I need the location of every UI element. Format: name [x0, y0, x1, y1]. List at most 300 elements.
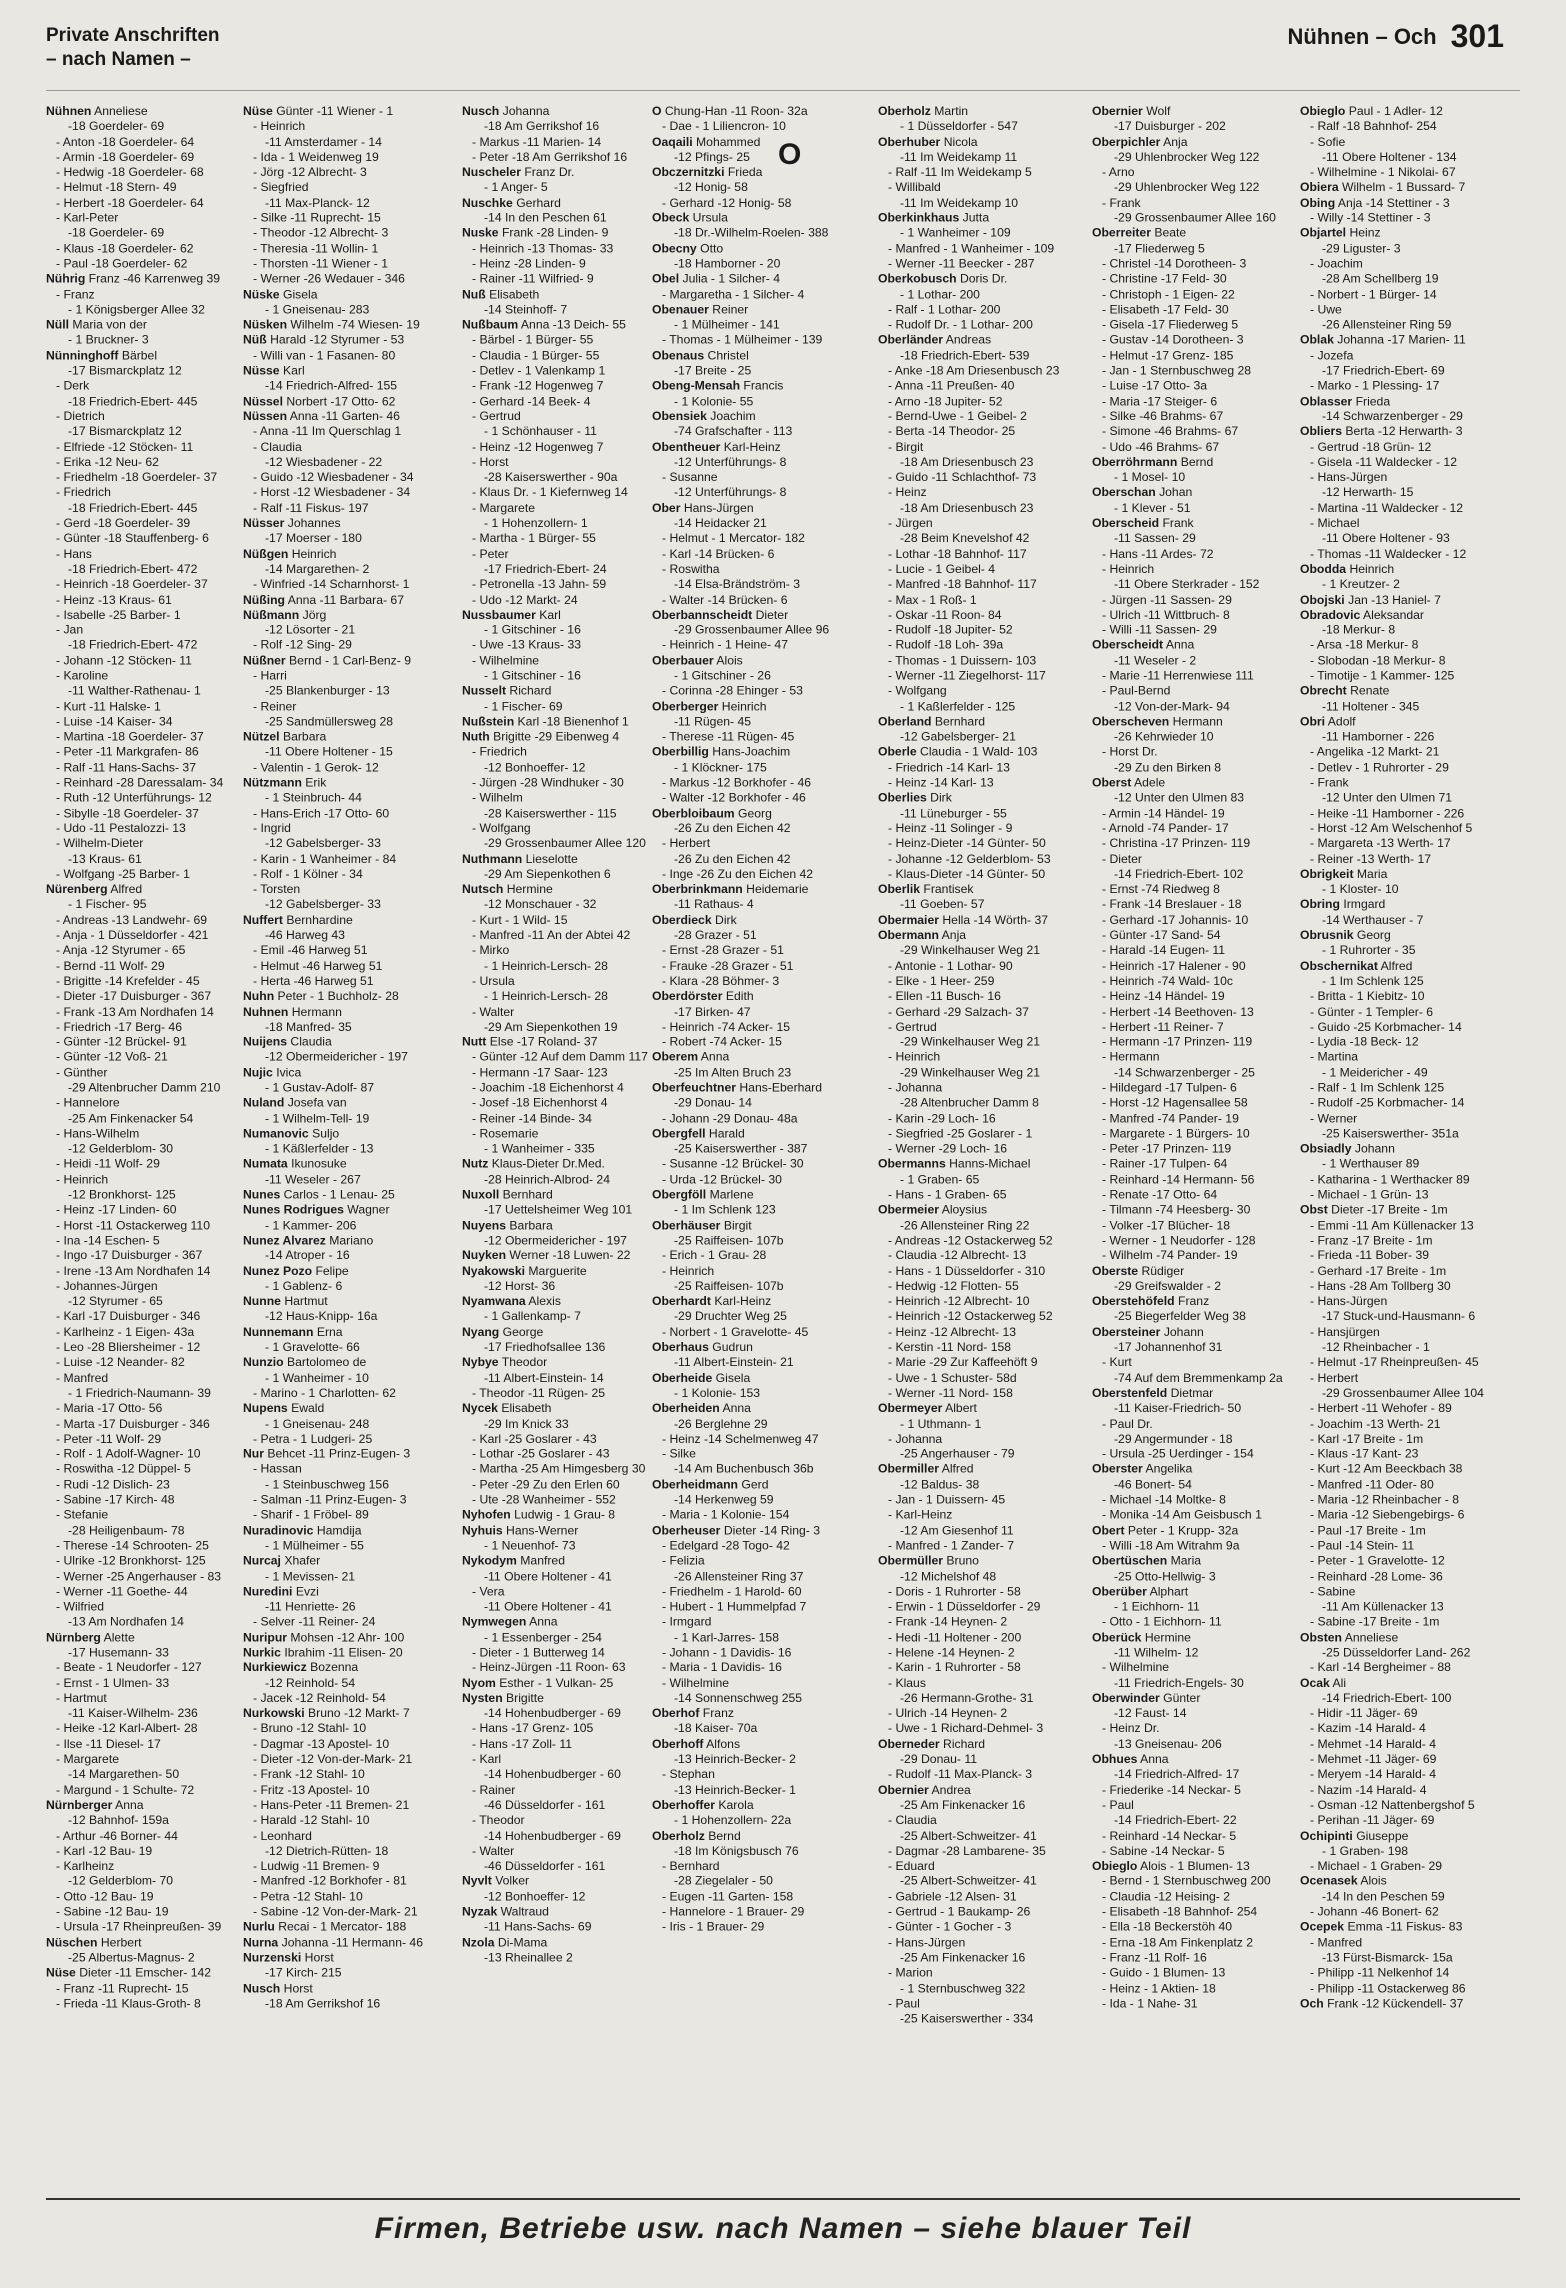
surname: Nybye: [462, 1355, 499, 1370]
sub-entry: - Günter - 1 Gocher - 3: [888, 1919, 1012, 1934]
surname-entry: [243, 1294, 439, 1309]
address-continuation: - 1 Kammer- 206: [265, 1217, 357, 1232]
entry-details: Hans-Jürgen: [683, 500, 754, 515]
surname: Obieglo: [1092, 1858, 1138, 1873]
surname: Oberreiter: [1092, 226, 1151, 241]
address-continuation: -29 Grossenbaumer Allee 104: [1322, 1385, 1484, 1400]
sub-entry: - Horst -11 Ostackerweg 110: [56, 1217, 210, 1232]
sub-entry: - Heinrich: [662, 1263, 715, 1278]
surname-entry: [462, 287, 658, 302]
entry-details: Alette: [103, 1630, 135, 1644]
sub-entry: - Wilfried: [56, 1599, 105, 1614]
address-continuation: - 1 Gablenz- 6: [265, 1279, 343, 1293]
entry-details: Alphart: [1149, 1584, 1189, 1599]
address-continuation: -12 Haus-Knipp- 16a: [265, 1309, 378, 1324]
sub-entry: - Joachim -13 Werth- 21: [1310, 1416, 1441, 1431]
sub-entry: - Guido -25 Korbmacher- 14: [1310, 1019, 1462, 1034]
address-continuation: -25 Kaiserswerther - 334: [900, 2011, 1034, 2026]
sub-entry: - Bärbel - 1 Bürger- 55: [472, 332, 594, 347]
address-continuation: -12 Baldus- 38: [900, 1477, 980, 1492]
address-continuation: -12 Michelshof 48: [900, 1568, 997, 1583]
address-continuation: -25 Kaiserswerther- 351a: [1322, 1126, 1459, 1141]
sub-entry: - Gerhard -29 Salzach- 37: [888, 1004, 1029, 1019]
sub-entry: - Jacek -12 Reinhold- 54: [253, 1691, 386, 1706]
address-continuation: -18 Am Driesenbusch 23: [900, 454, 1034, 469]
surname: Nunez Alvarez: [243, 1233, 326, 1248]
sub-entry: - Karl -14 Bergheimer - 88: [1310, 1660, 1451, 1675]
surname: Obecny: [652, 241, 697, 256]
surname: Obermann: [878, 928, 939, 943]
sub-entry: - Klaus: [888, 1675, 926, 1690]
surname-entry: [462, 1523, 658, 1538]
surname: Obeck: [652, 210, 690, 225]
address-continuation: -11 Wilhelm- 12: [1114, 1645, 1199, 1660]
sub-entry: - Günter -17 Sand- 54: [1102, 928, 1221, 943]
surname-entry: [878, 882, 1074, 897]
sub-entry: - Paul-Bernd: [1102, 683, 1171, 698]
entry-details: Peter - 1 Krupp- 32a: [1127, 1523, 1239, 1538]
sub-entry: - Hans-Peter -11 Bremen- 21: [253, 1797, 410, 1812]
sub-entry: - Manfred -74 Pander- 19: [1102, 1111, 1239, 1126]
surname: Nühnen: [46, 104, 92, 118]
sub-entry: - Roswitha -12 Düppel- 5: [56, 1462, 191, 1477]
entry-details: Karl -18 Bienenhof 1: [517, 714, 629, 729]
surname-entry: [652, 913, 848, 928]
address-continuation: -25 Albertus-Magnus- 2: [68, 1950, 195, 1965]
address-continuation: - 1 Meidericher - 49: [1322, 1065, 1428, 1080]
surname-entry: [652, 1737, 848, 1752]
surname-entry: [243, 1661, 439, 1676]
sub-entry: - Sabine -12 Von-der-Mark- 21: [253, 1904, 418, 1919]
sub-entry: - Norbert - 1 Gravelotte- 45: [662, 1324, 809, 1339]
sub-entry: - Hans -17 Grenz- 105: [472, 1721, 594, 1736]
entry-details: Anna: [700, 1050, 730, 1065]
address-continuation: -18 Am Driesenbusch 23: [900, 500, 1034, 515]
sub-entry: - Ella -18 Beckerstöh 40: [1102, 1919, 1233, 1934]
sub-entry: - Rudolf -18 Loh- 39a: [888, 638, 1004, 653]
address-continuation: -11 Obere Holtener - 15: [265, 744, 393, 759]
surname-entry: [652, 241, 848, 256]
surname-entry: [462, 1294, 658, 1309]
address-continuation: - 1 Heinrich-Lersch- 28: [484, 989, 608, 1004]
address-continuation: -28 Beim Knevelshof 42: [900, 531, 1030, 546]
surname: Oberhoffer: [652, 1797, 715, 1812]
entry-details: Giuseppe: [1356, 1828, 1409, 1843]
sub-entry: - Luise -14 Kaiser- 34: [56, 714, 173, 729]
surname: Obrusnik: [1300, 928, 1354, 943]
page-number: 301: [1450, 18, 1504, 54]
entry-details: Nicola: [943, 134, 978, 149]
surname: Nuyens: [462, 1217, 507, 1232]
listing-column: [1300, 104, 1496, 2189]
sub-entry: - Gisela -17 Fliederweg 5: [1102, 317, 1239, 332]
surname: Oblak: [1300, 332, 1334, 347]
address-continuation: -26 Berglehne 29: [674, 1416, 768, 1431]
sub-entry: - Oskar -11 Roon- 84: [888, 607, 1002, 622]
sub-entry: - Marta -17 Duisburger - 346: [56, 1416, 210, 1431]
sub-entry: - Heinz -14 Händel- 19: [1102, 989, 1225, 1004]
sub-entry: - Kazim -14 Harald- 4: [1310, 1721, 1426, 1736]
surname-entry: [462, 226, 658, 241]
footer-divider: [46, 2198, 1520, 2200]
surname: Nüßing: [243, 592, 285, 607]
surname: Nuthmann: [462, 851, 523, 866]
sub-entry: - Sabine -14 Neckar- 5: [1102, 1843, 1225, 1858]
sub-entry: - Reinhard -28 Daressalam- 34: [56, 775, 224, 790]
sub-entry: - Ida - 1 Nahe- 31: [1102, 1996, 1198, 2011]
address-continuation: -14 Werthauser - 7: [1322, 912, 1424, 927]
sub-entry: - Vera: [472, 1584, 505, 1599]
sub-entry: - Helmut -46 Harweg 51: [253, 958, 383, 973]
listing-column: [652, 104, 848, 2189]
sub-entry: - Ursula: [472, 973, 515, 988]
surname-entry: [1092, 1584, 1288, 1599]
sub-entry: - Simone -46 Brahms- 67: [1102, 424, 1239, 439]
entry-details: Julia - 1 Silcher- 4: [682, 271, 781, 286]
entry-details: Else -17 Roland- 37: [489, 1034, 598, 1049]
sub-entry: - Friedrich: [472, 744, 527, 759]
surname-entry: [243, 318, 439, 333]
surname: Obliers: [1300, 424, 1342, 439]
sub-entry: - Arsa -18 Merkur- 8: [1310, 638, 1419, 653]
address-continuation: -12 Gabelsberger- 33: [265, 897, 381, 912]
surname: Nysten: [462, 1691, 503, 1706]
sub-entry: - Heinrich - 1 Heine- 47: [662, 638, 788, 653]
surname-entry: [652, 1294, 848, 1309]
address-continuation: - 1 Mülheimer - 55: [265, 1538, 364, 1553]
address-continuation: - 1 Eichhorn- 11: [1114, 1599, 1200, 1614]
sub-entry: - Reiner: [253, 699, 297, 714]
running-header: [1287, 18, 1504, 55]
sub-entry: - Heinrich: [253, 119, 306, 134]
sub-entry: - Jürgen: [888, 516, 933, 530]
surname: Nurkowski: [243, 1706, 305, 1721]
sub-entry: - Ernst -28 Grazer - 51: [662, 943, 784, 958]
sub-entry: - Günter -12 Auf dem Damm 117: [472, 1050, 648, 1065]
address-continuation: -14 Margarethen- 2: [265, 561, 370, 576]
sub-entry: - Wilhelm-Dieter: [56, 836, 144, 851]
sub-entry: - Heike -11 Hamborner - 226: [1310, 805, 1465, 820]
sub-entry: - Dagmar -13 Apostel- 10: [253, 1736, 390, 1751]
surname-entry: [1092, 1462, 1288, 1477]
address-continuation: -14 Steinhoff- 7: [484, 302, 568, 317]
surname: Numata: [243, 1156, 288, 1171]
sub-entry: - Detlev - 1 Ruhrorter - 29: [1310, 760, 1449, 775]
surname: Nürnberg: [46, 1630, 101, 1644]
sub-entry: - Elke - 1 Heer- 259: [888, 973, 995, 988]
entry-details: Werner -18 Luwen- 22: [509, 1248, 631, 1263]
sub-entry: - Heike -12 Karl-Albert- 28: [56, 1721, 198, 1736]
address-continuation: -12 Unterführungs- 8: [674, 485, 787, 500]
sub-entry: - Manfred - 1 Zander- 7: [888, 1538, 1014, 1553]
surname-entry: [1300, 714, 1496, 729]
address-continuation: -46 Düsseldorfer - 161: [484, 1858, 606, 1873]
sub-entry: - Karin - 1 Wanheimer - 84: [253, 851, 397, 866]
section-heading-line2: – nach Namen –: [46, 49, 191, 70]
surname: Nüssen: [243, 409, 288, 424]
surname: Nünninghoff: [46, 348, 119, 363]
entry-details: Anja -14 Stettiner - 3: [1337, 195, 1450, 210]
sub-entry: - Silke -11 Ruprecht- 15: [253, 210, 381, 225]
entry-details: Klaus-Dieter Dr.Med.: [491, 1156, 605, 1171]
surname: Obentheuer: [652, 439, 721, 454]
entry-details: Karl-Heinz: [714, 1294, 772, 1309]
listing-column: [462, 104, 658, 2189]
entry-details: Maria von der: [72, 317, 147, 332]
sub-entry: - Petronella -13 Jahn- 59: [472, 577, 607, 592]
address-continuation: -11 Im Weidekamp 11: [900, 149, 1018, 164]
entry-details: Birgit: [723, 1217, 752, 1232]
surname: Oberheuser: [652, 1523, 721, 1538]
entry-details: Frank -28 Linden- 9: [501, 226, 609, 241]
entry-details: Anna -13 Deich- 55: [520, 317, 626, 332]
sub-entry: - Johann -46 Bonert- 62: [1310, 1904, 1439, 1919]
sub-entry: - Gertrud: [472, 409, 521, 424]
surname: Oberdieck: [652, 912, 712, 927]
sub-entry: - Gerhard -14 Beek- 4: [472, 393, 591, 408]
sub-entry: - Karl -12 Bau- 19: [56, 1843, 153, 1858]
sub-entry: - Salman -11 Prinz-Eugen- 3: [253, 1492, 407, 1507]
sub-entry: - Rudolf -11 Max-Planck- 3: [888, 1767, 1033, 1782]
surname-entry: [652, 653, 848, 668]
surname: Obst: [1300, 1202, 1328, 1217]
sub-entry: - Karl -17 Breite - 1m: [1310, 1431, 1424, 1446]
address-continuation: -29 Uhlenbrocker Weg 122: [1114, 149, 1260, 164]
address-continuation: -29 Grossenbaumer Allee 160: [1114, 210, 1276, 225]
surname-entry: [462, 1615, 658, 1630]
address-continuation: - 1 Fischer- 95: [68, 897, 147, 912]
address-continuation: -29 Im Knick 33: [484, 1416, 569, 1431]
entry-details: Dietmar: [1170, 1385, 1214, 1400]
address-continuation: -11 Henriette- 26: [265, 1599, 356, 1614]
sub-entry: - Maria -12 Siebengebirgs- 6: [1310, 1507, 1465, 1522]
surname: Oberem: [652, 1050, 699, 1065]
address-continuation: - 1 Lothar- 200: [900, 287, 980, 302]
surname: Nützel: [243, 729, 280, 744]
sub-entry: - Heinz - 1 Aktien- 18: [1102, 1981, 1216, 1995]
surname-entry: [462, 104, 658, 119]
entry-details: Anja: [1163, 134, 1188, 149]
sub-entry: - Ralf -18 Bahnhof- 254: [1310, 119, 1437, 134]
sub-entry: - Luise -17 Otto- 3a: [1102, 378, 1207, 393]
surname-entry: [652, 882, 848, 897]
address-continuation: -14 Elsa-Brändström- 3: [674, 577, 800, 592]
surname: O: [652, 104, 662, 118]
sub-entry: - Herbert -14 Beethoven- 13: [1102, 1004, 1254, 1019]
sub-entry: - Frieda -11 Bober- 39: [1310, 1248, 1429, 1263]
address-continuation: - 1 Neuenhof- 73: [484, 1538, 576, 1553]
surname-entry: [878, 1554, 1074, 1569]
address-continuation: -17 Duisburger - 202: [1114, 119, 1226, 134]
surname: Nuß: [462, 287, 486, 302]
surname-entry: [1300, 104, 1496, 119]
entry-details: Barbara: [282, 729, 327, 744]
entry-details: Alois: [716, 653, 743, 668]
surname-entry: [462, 1554, 658, 1569]
surname-entry: [1092, 135, 1288, 150]
entry-details: Horst: [304, 1950, 334, 1965]
sub-entry: - Luise -12 Neander- 82: [56, 1355, 185, 1370]
sub-entry: - Manfred: [56, 1370, 109, 1385]
surname-entry: [46, 348, 242, 363]
address-continuation: -17 Husemann- 33: [68, 1645, 169, 1660]
sub-entry: - Therese -14 Schrooten- 25: [56, 1538, 209, 1553]
sub-entry: - Martha -25 Am Himgesberg 30: [472, 1462, 646, 1477]
sub-entry: - Hans -11 Ardes- 72: [1102, 546, 1214, 561]
surname-entry: [243, 104, 439, 119]
entry-details: Aloysius: [941, 1202, 988, 1217]
entry-details: Chung-Han -11 Roon- 32a: [664, 104, 808, 118]
sub-entry: - Heinz -14 Karl- 13: [888, 775, 994, 790]
sub-entry: - Heidi -11 Wolf- 29: [56, 1156, 160, 1171]
sub-entry: - Hermann -17 Saar- 123: [472, 1065, 608, 1080]
sub-entry: - Hans-Jürgen: [1310, 470, 1388, 485]
entry-details: Georg: [1356, 928, 1391, 943]
entry-details: Martin: [934, 104, 969, 118]
entry-details: Anna: [529, 1614, 558, 1629]
sub-entry: - Dieter -17 Duisburger - 367: [56, 989, 212, 1004]
address-continuation: -12 Lösorter - 21: [265, 622, 356, 637]
surname: Nußbaum: [462, 317, 519, 332]
entry-details: Herbert: [100, 1935, 142, 1950]
address-continuation: -26 Zu den Eichen 42: [674, 821, 791, 836]
surname-entry: [243, 1981, 439, 1996]
sub-entry: - Eugen -11 Garten- 158: [662, 1889, 794, 1904]
sub-entry: - Detlev - 1 Valenkamp 1: [472, 363, 606, 378]
address-continuation: -11 Weseler - 2: [1114, 653, 1197, 668]
sub-entry: - Philipp -11 Nelkenhof 14: [1310, 1965, 1450, 1980]
sub-entry: - Ralf - 1 Lothar- 200: [888, 302, 1001, 317]
sub-entry: - Arno -18 Jupiter- 52: [888, 393, 1003, 408]
surname-entry: [462, 1218, 658, 1233]
address-continuation: -29 Druchter Weg 25: [674, 1309, 787, 1324]
section-heading-line1: Private Anschriften: [46, 25, 220, 46]
entry-details: Maria: [1170, 1553, 1202, 1568]
surname: Nuffert: [243, 912, 283, 927]
address-continuation: -74 Auf dem Bremmenkamp 2a: [1114, 1370, 1283, 1385]
surname-entry: [878, 1157, 1074, 1172]
surname-entry: [1300, 684, 1496, 699]
entry-details: Gerd: [741, 1477, 769, 1492]
address-continuation: -29 Donau- 14: [674, 1095, 752, 1110]
entry-details: Dirk: [715, 912, 737, 927]
address-continuation: - 1 Wanheimer - 10: [265, 1370, 369, 1385]
surname-entry: [652, 165, 848, 180]
entry-details: Richard: [943, 1736, 986, 1751]
sub-entry: - Helmut -17 Grenz- 185: [1102, 348, 1234, 363]
surname: Oberüber: [1092, 1584, 1147, 1599]
address-continuation: -12 Rheinbacher - 1: [1322, 1340, 1430, 1355]
sub-entry: - Michael: [1310, 516, 1360, 530]
surname: Oberbloibaum: [652, 805, 735, 820]
entry-details: Ibrahim -11 Elisen- 20: [284, 1645, 403, 1660]
surname-entry: [1300, 592, 1496, 607]
sub-entry: - Lothar -25 Goslarer - 43: [472, 1446, 610, 1461]
surname-entry: [462, 1249, 658, 1264]
sub-entry: - Frank: [1310, 775, 1349, 790]
sub-entry: - Lydia -18 Beck- 12: [1310, 1034, 1419, 1049]
sub-entry: - Bernd - 1 Sternbuschweg 200: [1102, 1874, 1271, 1889]
address-continuation: -12 Obermeidericher - 197: [484, 1233, 627, 1248]
sub-entry: - Karl-Heinz: [888, 1507, 953, 1522]
surname: Nuscheler: [462, 165, 521, 180]
surname-entry: [878, 1737, 1074, 1752]
entry-details: Lieselotte: [525, 851, 578, 866]
address-continuation: -11 Goeben- 57: [900, 897, 985, 912]
entry-details: Horst: [283, 1981, 313, 1995]
sub-entry: - Jürgen -11 Sassen- 29: [1102, 592, 1232, 607]
surname: Nührig: [46, 271, 86, 286]
surname: Nyhofen: [462, 1507, 511, 1522]
sub-entry: - Willi -11 Sassen- 29: [1102, 622, 1217, 637]
surname-entry: [652, 1187, 848, 1202]
address-continuation: -11 Rügen- 45: [674, 714, 752, 729]
address-continuation: - 1 Kolonie- 153: [674, 1385, 761, 1400]
address-continuation: -11 Friedrich-Engels- 30: [1114, 1675, 1244, 1690]
footer-note: Firmen, Betriebe usw. nach Namen – siehe blauer Teil: [374, 2212, 1192, 2245]
surname-entry: [1092, 104, 1288, 119]
sub-entry: - Max - 1 Roß- 1: [888, 592, 977, 607]
sub-entry: - Marion: [888, 1965, 933, 1980]
sub-entry: - Helmut -18 Stern- 49: [56, 180, 177, 195]
sub-entry: - Horst -12 Am Welschenhof 5: [1310, 821, 1473, 836]
sub-entry: - Walter -12 Borkhofer - 46: [662, 790, 806, 805]
address-continuation: -18 Friedrich-Ebert- 472: [68, 638, 198, 653]
address-continuation: -26 Allensteiner Ring 22: [900, 1217, 1030, 1232]
address-continuation: -11 Hamborner - 226: [1322, 729, 1435, 744]
address-continuation: -18 Dr.-Wilhelm-Roelen- 388: [674, 226, 829, 241]
surname-entry: [652, 104, 848, 119]
address-continuation: - 1 Ruhrorter - 35: [1322, 943, 1416, 958]
address-continuation: - 1 Karl-Jarres- 158: [674, 1630, 779, 1644]
entry-details: Wolf: [1146, 104, 1171, 118]
sub-entry: - Willi -18 Am Witrahm 9a: [1102, 1538, 1240, 1553]
sub-entry: - Herbert -18 Goerdeler- 64: [56, 195, 204, 210]
listing-column: [243, 104, 439, 2189]
entry-details: Jan -13 Haniel- 7: [1348, 592, 1441, 607]
sub-entry: - Ilse -11 Diesel- 17: [56, 1736, 161, 1751]
sub-entry: - Frank -14 Breslauer - 18: [1102, 897, 1242, 912]
surname-entry: [462, 684, 658, 699]
sub-entry: - Johann -29 Donau- 48a: [662, 1111, 798, 1126]
sub-entry: - Martha - 1 Bürger- 55: [472, 531, 596, 546]
surname-entry: [243, 1233, 439, 1248]
sub-entry: - Jozefa: [1310, 348, 1354, 363]
sub-entry: - Ralf -11 Im Weidekamp 5: [888, 165, 1032, 180]
sub-entry: - Kurt - 1 Wild- 15: [472, 912, 568, 927]
address-continuation: -11 Walther-Rathenau- 1: [68, 683, 201, 698]
surname: Obel: [652, 271, 680, 286]
sub-entry: - Hans-Jürgen: [888, 1935, 966, 1950]
sub-entry: - Werner -11 Beecker - 287: [888, 256, 1035, 271]
sub-entry: - Isabelle -25 Barber- 1: [56, 607, 181, 622]
sub-entry: - Herbert -11 Reiner- 7: [1102, 1019, 1224, 1034]
surname: Nunzio: [243, 1355, 284, 1370]
address-continuation: -14 Schwarzenberger - 29: [1322, 409, 1463, 424]
address-continuation: - 1 Kaßlerfelder - 125: [900, 699, 1016, 714]
address-continuation: -46 Harweg 43: [265, 928, 345, 943]
address-continuation: -29 Am Siepenkothen 6: [484, 867, 611, 881]
address-continuation: -14 Friedrich-Ebert- 100: [1322, 1691, 1452, 1706]
sub-entry: - Claudia: [888, 1813, 937, 1828]
entry-details: Paul - 1 Adler- 12: [1348, 104, 1443, 118]
sub-entry: - Bernhard: [662, 1858, 720, 1873]
address-continuation: -12 Monschauer - 32: [484, 897, 597, 912]
surname-entry: [652, 1218, 848, 1233]
address-continuation: -12 Obermeidericher - 197: [265, 1050, 408, 1065]
surname: Obenauer: [652, 302, 709, 317]
surname-entry: [462, 1355, 658, 1370]
